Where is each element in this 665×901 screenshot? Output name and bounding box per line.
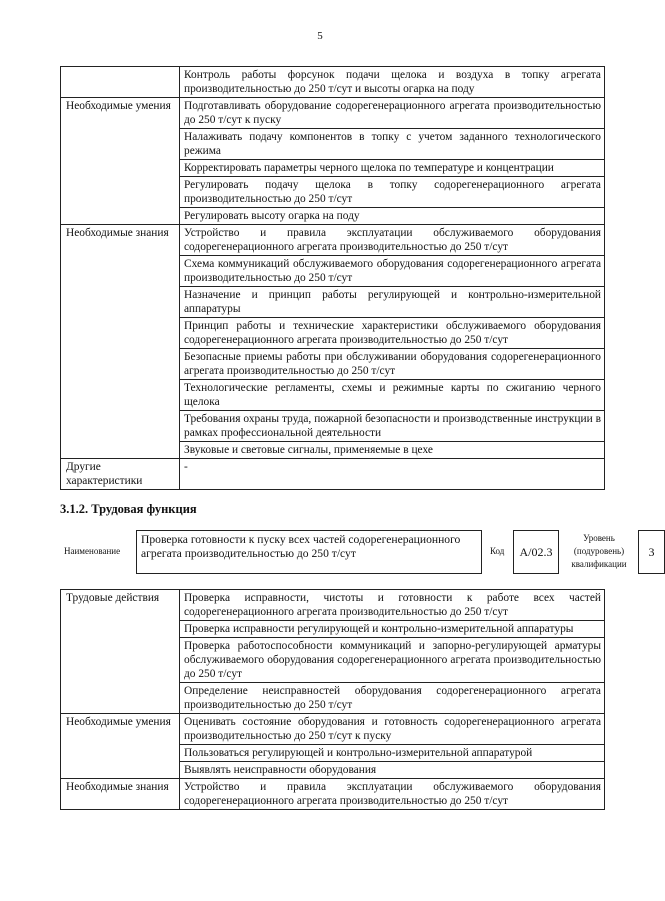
- name-label: Наименование: [64, 546, 121, 556]
- table-cell: Требования охраны труда, пожарной безопасности и производственные инструкции в рамках профессиональной деятельности: [180, 411, 605, 442]
- labor-function-header: [60, 530, 655, 576]
- table-cell: -: [180, 459, 605, 490]
- row-label-knowledge: Необходимые знания: [61, 779, 180, 810]
- table-cell: Подготавливать оборудование содорегенерационного агрегата производительностью до 250 т/сут к пуску: [180, 98, 605, 129]
- table-cell: Устройство и правила эксплуатации обслуживаемого оборудования содорегенерационного агрегата производительностью до 250 т/сут: [180, 779, 605, 810]
- table-cell: Технологические регламенты, схемы и режимные карты по сжиганию черного щелока: [180, 380, 605, 411]
- labor-function-table-continued: [60, 66, 605, 490]
- table-cell: Корректировать параметры черного щелока по температуре и концентрации: [180, 160, 605, 177]
- table-cell: Налаживать подачу компонентов в топку с учетом заданного технологического режима: [180, 129, 605, 160]
- row-label-skills: Необходимые умения: [61, 98, 180, 225]
- table-row: [61, 714, 605, 745]
- table-cell: Контроль работы форсунок подачи щелока и воздуха в топку агрегата производительностью до 250 т/сут и высоты огарка на поду: [180, 67, 605, 98]
- labor-function-table: [60, 589, 605, 810]
- table-cell: Оценивать состояние оборудования и готовность содорегенерационного агрегата производительностью до 250 т/сут к пуску: [180, 714, 605, 745]
- table-cell: Выявлять неисправности оборудования: [180, 762, 605, 779]
- row-label-knowledge: Необходимые знания: [61, 225, 180, 459]
- table-cell: Устройство и правила эксплуатации обслуживаемого оборудования содорегенерационного агрегата производительностью до 250 т/сут: [180, 225, 605, 256]
- table-body-top: [61, 67, 605, 490]
- table-cell: Проверка работоспособности коммуникаций и запорно-регулирующей арматуры обслуживаемого оборудования содорегенерационного агрегата производительностью до 250 т/сут: [180, 638, 605, 683]
- table-cell: Схема коммуникаций обслуживаемого оборудования содорегенерационного агрегата производительностью до 250 т/сут: [180, 256, 605, 287]
- table-cell: Безопасные приемы работы при обслуживании оборудования содорегенерационного агрегата производительностью до 250 т/сут: [180, 349, 605, 380]
- table-row: [61, 590, 605, 621]
- function-code-box: А/02.3: [513, 530, 559, 574]
- row-label-empty: [61, 67, 180, 98]
- row-label-skills: Необходимые умения: [61, 714, 180, 779]
- table-row: [61, 459, 605, 490]
- level-label: Уровень (подуровень) квалификации: [571, 533, 627, 569]
- table-cell: Регулировать подачу щелока в топку содорегенерационного агрегата производительностью до 250 т/сут: [180, 177, 605, 208]
- table-row: [61, 67, 605, 98]
- function-name-box: Проверка готовности к пуску всех частей содорегенерационного агрегата производительностью до 250 т/сут: [136, 530, 482, 574]
- table-cell: Определение неисправностей оборудования содорегенерационного агрегата производительностью до 250 т/сут: [180, 683, 605, 714]
- table-row: [61, 779, 605, 810]
- table-cell: Принцип работы и технические характеристики обслуживаемого оборудования содорегенерационного агрегата производительностью до 250 т/сут: [180, 318, 605, 349]
- table-cell: Регулировать высоту огарка на поду: [180, 208, 605, 225]
- table-cell: Проверка исправности, чистоты и готовности к работе всех частей содорегенерационного агрегата производительностью до 250 т/сут: [180, 590, 605, 621]
- table-cell: Пользоваться регулирующей и контрольно-измерительной аппаратурой: [180, 745, 605, 762]
- row-label-actions: Трудовые действия: [61, 590, 180, 714]
- table-row: [61, 98, 605, 129]
- row-label-other: Другие характеристики: [61, 459, 180, 490]
- table-body-bottom: [61, 590, 605, 810]
- table-row: [61, 225, 605, 256]
- table-cell: Звуковые и световые сигналы, применяемые в цехе: [180, 442, 605, 459]
- section-heading: 3.1.2. Трудовая функция: [60, 502, 197, 516]
- table-cell: Назначение и принцип работы регулирующей и контрольно-измерительной аппаратуры: [180, 287, 605, 318]
- page-number: 5: [317, 30, 323, 42]
- table-cell: Проверка исправности регулирующей и контрольно-измерительной аппаратуры: [180, 621, 605, 638]
- code-label: Код: [490, 546, 505, 556]
- level-box: 3: [638, 530, 665, 574]
